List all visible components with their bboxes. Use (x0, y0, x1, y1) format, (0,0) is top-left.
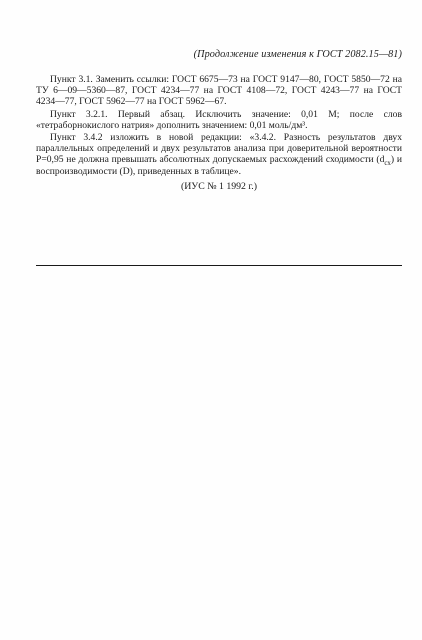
clause-3-4-2-subscript: сх (384, 159, 391, 168)
horizontal-rule (36, 265, 402, 266)
document-header: (Продолжение изменения к ГОСТ 2082.15—81) (193, 49, 402, 60)
clause-3-4-2-text-end: ) и воспроизводимости (D), приведенных в таблице». (36, 154, 402, 177)
paragraph-clause-3-4-2 (36, 132, 402, 177)
clause-3-4-2-text: Пункт 3.4.2 изложить в новой редакции: «3.4.2. Разность результатов двух параллельных определений и двух результатов анализа при доверительной вероятности Р=0,95 не должна превышать абсолютных допускаемых расхождений сходимости (d (36, 132, 402, 166)
paragraph-clause-3-1: Пункт 3.1. Заменить ссылки: ГОСТ 6675—73 на ГОСТ 9147—80, ГОСТ 5850—72 на ТУ 6—09—5360—87, ГОСТ 4234—77 на ГОСТ 4108—72, ГОСТ 4243—77 на ГОСТ 4234—77, ГОСТ 5962—77 на ГОСТ 5962—67. (36, 74, 402, 108)
ius-reference: (ИУС № 1 1992 г.) (180, 180, 258, 192)
document-body (36, 74, 402, 192)
paragraph-clause-3-2-1: Пункт 3.2.1. Первый абзац. Исключить значение: 0,01 М; после слов «тетраборнокислого натрия» дополнить значением: 0,01 моль/дм³. (36, 108, 402, 131)
